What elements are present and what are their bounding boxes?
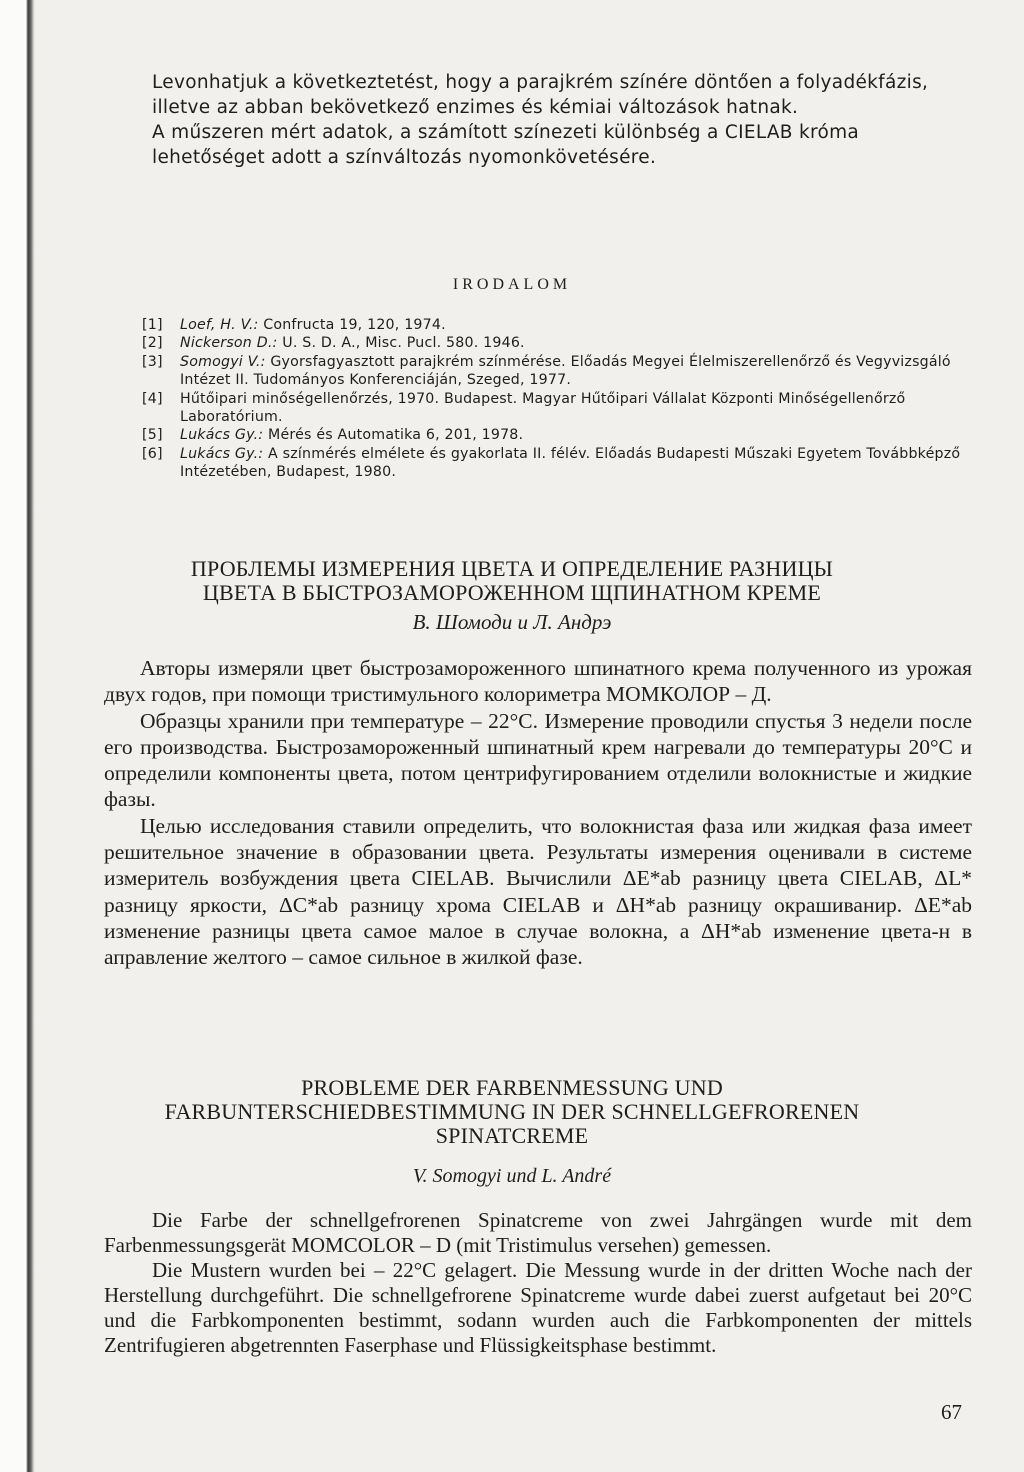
reference-number: [3] xyxy=(142,353,163,370)
reference-item xyxy=(142,426,972,444)
intro-text xyxy=(152,70,972,170)
references-title: IRODALOM xyxy=(452,276,572,293)
scan-edge xyxy=(0,0,36,1472)
russian-paragraph-2: Образцы хранили при температуре – 22°С. Измерение проводили спустья 3 недели после его производства. Быстрозамороженный шпинатный крем нагревали до температуры 20°С и определили компоненты цвета, потом центрифугированием отделили волокнистые и жидкие фазы. xyxy=(104,708,972,812)
german-abstract xyxy=(104,1208,972,1358)
page-number: 67 xyxy=(941,1400,962,1424)
reference-number: [2] xyxy=(142,335,163,352)
russian-abstract xyxy=(104,655,972,971)
intro-paragraph-2: A műszeren mért adatok, a számított színezeti különbség a CIELAB króma lehetőséget adott a színváltozás nyomonkövetésére. xyxy=(152,122,860,168)
reference-text: Confructa 19, 120, 1974. xyxy=(258,317,446,333)
reference-author: Nickerson D.: xyxy=(180,335,278,352)
reference-list xyxy=(142,316,972,482)
german-paragraph-2: Die Mustern wurden bei – 22°C gelagert. Die Messung wurde in der dritten Woche nach der Herstellung durchgeführt. Die schnellgefrorene Spinatcreme wurde dabei zuerst aufgetaut bei 20°C und die Farbkomponenten bestimmt, sodann wurden auch die Farbkomponenten der mittels Zentrifugieren abgetrennten Faserphase und Flüssigkeitsphase bestimmt. xyxy=(104,1258,972,1357)
reference-text: U. S. D. A., Misc. Pucl. 580. 1946. xyxy=(277,335,525,352)
german-authors: V. Somogyi und L. André xyxy=(412,1165,612,1187)
reference-item xyxy=(142,445,972,482)
reference-author: Somogyi V.: xyxy=(180,353,266,370)
reference-text: A színmérés elmélete és gyakorlata II. félév. Előadás Budapesti Műszaki Egyetem Továbbképző Intézetében, Budapest, 1980. xyxy=(180,445,961,481)
reference-author: Lukács Gy.: xyxy=(180,427,264,444)
reference-text: Mérés és Automatika 6, 201, 1978. xyxy=(263,427,524,444)
intro-paragraph-1: Levonhatjuk a következtetést, hogy a parajkrém színére döntően a folyadékfázis, illetve az abban bekövetkező enzimes és kémiai változások hatnak. xyxy=(152,72,929,118)
page xyxy=(104,0,972,1472)
russian-authors: В. Шомоди и Л. Андрэ xyxy=(412,610,612,634)
reference-author: Lukács Gy.: xyxy=(180,445,264,462)
reference-text: Hűtőipari minőségellenőrzés, 1970. Budapest. Magyar Hűtőipari Vállalat Központi Minőségellenőrző Laboratórium. xyxy=(180,390,906,426)
russian-paragraph-1: Авторы измеряли цвет быстрозамороженного шпинатного крема полученного из урожая двух годов, при помощи тристимульного колориметра МОМКОЛОР – Д. xyxy=(104,656,972,707)
german-title-line-1: PROBLEME DER FARBENMESSUNG UND xyxy=(301,1075,723,1100)
german-title-line-3: SPINATCREME xyxy=(435,1123,589,1148)
russian-paragraph-3: Целью исследования ставили определить, что волокнистая фаза или жидкая фаза имеет решительное значение в образовании цвета. Результаты измерения оценивали в системе измеритель возбуждения цвета CIELAB. Вычислили ΔE*ab разницу цвета CIELAB, ΔL* разницу яркости, ΔC*ab разницу хрома CIELAB и ΔH*ab разницу окрашиванир. ΔE*ab изменение разницы цвета самое малое в случае волокна, а ΔH*ab изменение цвета-н в аправление желтого – самое сильное в жилкой фазе. xyxy=(104,813,972,970)
reference-item xyxy=(142,390,972,427)
russian-title xyxy=(0,557,1024,605)
reference-author: Loef, H. V.: xyxy=(180,317,259,333)
reference-number: [4] xyxy=(142,390,163,407)
reference-item xyxy=(142,316,972,334)
reference-text: Gyorsfagyasztott parajkrém színmérése. Előadás Megyei Élelmiszerellenőrző és Vegyvizsgáló Intézet II. Tudományos Konferenciáján, Szeged, 1977. xyxy=(180,353,951,389)
german-title xyxy=(0,1076,1024,1148)
reference-number: [5] xyxy=(142,427,163,444)
reference-item xyxy=(142,334,972,352)
reference-number: [6] xyxy=(142,445,163,462)
german-paragraph-1: Die Farbe der schnellgefrorenen Spinatcreme von zwei Jahrgängen wurde mit dem Farbenmessungsgerät MOMCOLOR – D (mit Tristimulus versehen) gemessen. xyxy=(104,1208,972,1257)
russian-title-line-2: ЦВЕТА В БЫСТРОЗАМОРОЖЕННОМ ЩПИНАТНОМ КРЕМЕ xyxy=(202,580,822,605)
reference-number: [1] xyxy=(142,317,163,333)
russian-title-line-1: ПРОБЛЕМЫ ИЗМЕРЕНИЯ ЦВЕТА И ОПРЕДЕЛЕНИЕ РАЗНИЦЫ xyxy=(190,556,834,581)
german-title-line-2: FARBUNTERSCHIEDBESTIMMUNG IN DER SCHNELLGEFRORENEN xyxy=(164,1099,860,1124)
reference-item xyxy=(142,353,972,390)
